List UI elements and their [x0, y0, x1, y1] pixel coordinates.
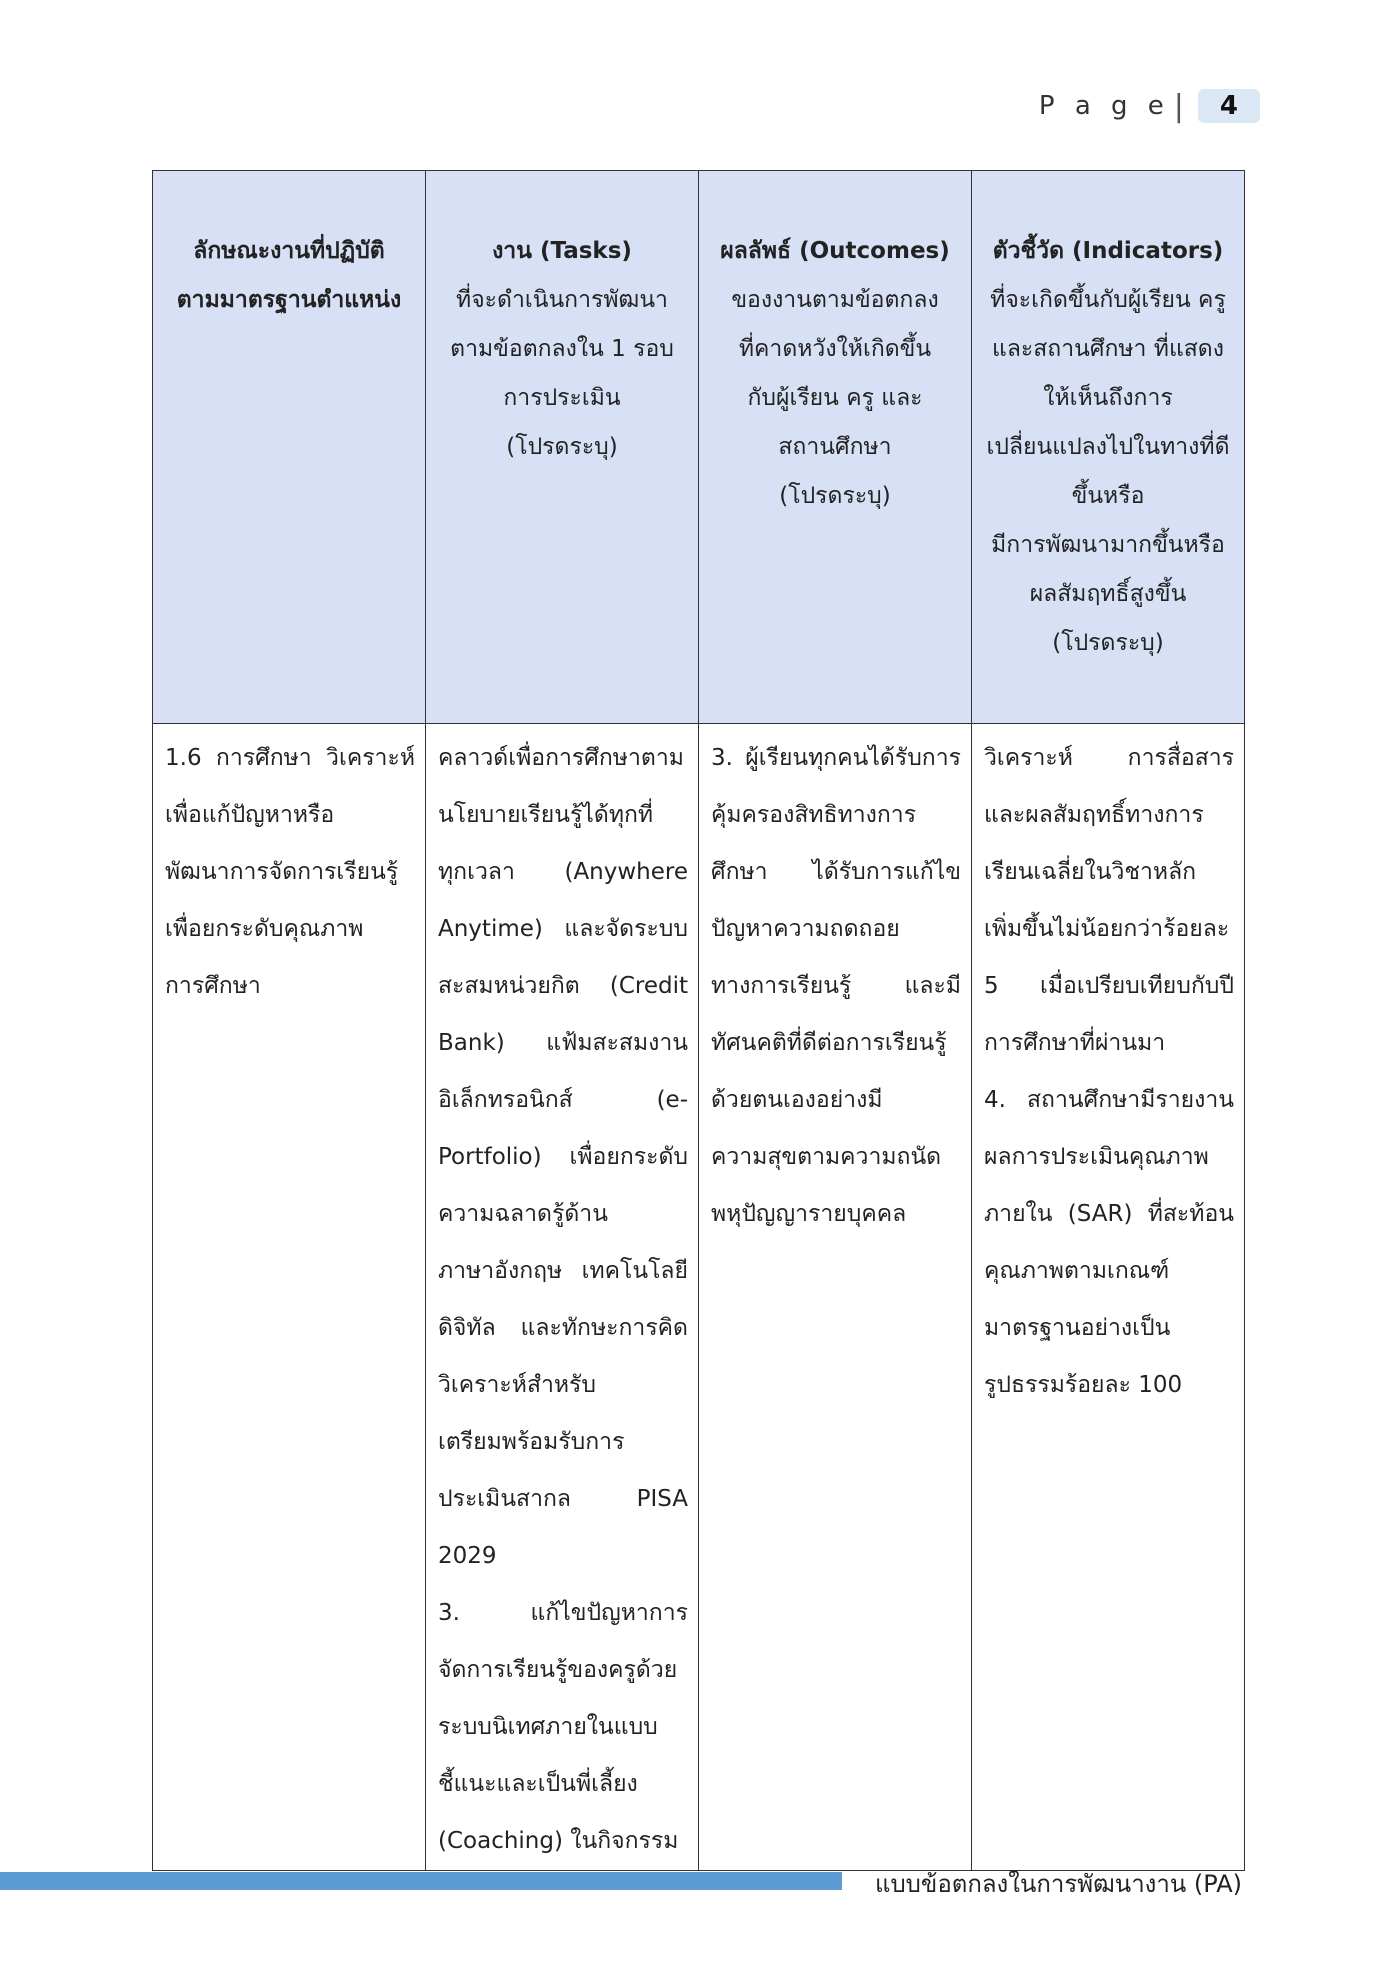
cell-line: ประเมินสากล PISA [438, 1486, 688, 1512]
cell-line: การศึกษา [165, 973, 261, 999]
cell-line: ความฉลาดรู้ด้าน [438, 1201, 608, 1227]
page-separator: | [1173, 88, 1184, 124]
cell-line: Portfolio) เพื่อยกระดับ [438, 1144, 688, 1170]
cell-line: เรียนเฉลี่ยในวิชาหลัก [984, 859, 1197, 885]
cell-line: มาตรฐานอย่างเป็น [984, 1315, 1171, 1341]
cell-line: Anytime) และจัดระบบ [438, 916, 688, 942]
header-line: ให้เห็นถึงการ [1043, 385, 1173, 411]
header-line: เปลี่ยนแปลงไปในทางที่ดี [986, 434, 1230, 460]
cell-line: คลาวด์เพื่อการศึกษาตาม [438, 745, 684, 771]
header-line: มีการพัฒนามากขึ้นหรือ [991, 532, 1225, 558]
cell-line: 5 เมื่อเปรียบเทียบกับปี [984, 973, 1234, 999]
cell-line: 3. ผู้เรียนทุกคนได้รับการ [711, 745, 961, 771]
cell-line: สะสมหน่วยกิต (Credit [438, 973, 688, 999]
header-title: ตัวชี้วัด (Indicators) [992, 238, 1224, 264]
header-col-indicators [972, 171, 1245, 724]
header-col-job-standard [153, 171, 426, 724]
cell-line: ด้วยตนเองอย่างมี [711, 1087, 883, 1113]
header-line: ผลสัมฤทธิ์สูงขึ้น [1029, 581, 1187, 607]
cell-line: 1.6 การศึกษา วิเคราะห์ [165, 745, 415, 771]
cell-line: อิเล็กทรอนิกส์ (e- [438, 1087, 688, 1113]
header-col-tasks [426, 171, 699, 724]
cell-line: นโยบายเรียนรู้ได้ทุกที่ [438, 802, 654, 828]
header-line: ที่คาดหวังให้เกิดขึ้น [738, 336, 932, 362]
table-row [153, 724, 1245, 1871]
cell-line: ศึกษา ได้รับการแก้ไข [711, 859, 961, 885]
cell-line: ภายใน (SAR) ที่สะท้อน [984, 1201, 1234, 1227]
cell-line: พหุปัญญารายบุคคล [711, 1201, 907, 1227]
cell-line: วิเคราะห์ การสื่อสาร [984, 745, 1234, 771]
cell-line: เตรียมพร้อมรับการ [438, 1429, 625, 1455]
cell-line: คุ้มครองสิทธิทางการ [711, 802, 917, 828]
pa-agreement-table [152, 170, 1245, 1871]
cell-line: 4. สถานศึกษามีรายงาน [984, 1087, 1234, 1113]
cell-line: การศึกษาที่ผ่านมา [984, 1030, 1166, 1056]
cell-line: คุณภาพตามเกณฑ์ [984, 1258, 1170, 1284]
cell-line: ปัญหาความถดถอย [711, 916, 900, 942]
header-title: ลักษณะงานที่ปฏิบัติ [193, 238, 385, 264]
cell-line: ชี้แนะและเป็นพี่เลี้ยง [438, 1771, 638, 1797]
cell-line: ทัศนคติที่ดีต่อการเรียนรู้ [711, 1030, 947, 1056]
header-line: (โปรดระบุ) [1052, 630, 1164, 656]
page-label: P a g e [1038, 91, 1170, 121]
header-line: ที่จะเกิดขึ้นกับผู้เรียน ครู [990, 287, 1226, 313]
header-col-outcomes [699, 171, 972, 724]
cell-line: ดิจิทัล และทักษะการคิด [438, 1315, 688, 1341]
page-number-badge: 4 [1198, 89, 1260, 123]
cell-line: รูปธรรมร้อยละ 100 [984, 1372, 1183, 1398]
cell-line: ผลการประเมินคุณภาพ [984, 1144, 1209, 1170]
page-header [1039, 86, 1260, 126]
footer-accent-bar [0, 1872, 842, 1890]
cell-job-standard [153, 724, 426, 1871]
header-line: (โปรดระบุ) [779, 483, 891, 509]
footer-title: แบบข้อตกลงในการพัฒนางาน (PA) [874, 1870, 1242, 1898]
cell-line: เพื่อแก้ปัญหาหรือ [165, 802, 335, 828]
cell-line: ระบบนิเทศภายในแบบ [438, 1714, 658, 1740]
cell-line: เพิ่มขึ้นไม่น้อยกว่าร้อยละ [984, 916, 1230, 942]
cell-line: (Coaching) ในกิจกรรม [438, 1828, 679, 1854]
cell-line: Bank) แฟ้มสะสมงาน [438, 1030, 688, 1056]
table-header-row [153, 171, 1245, 724]
header-title: ผลลัพธ์ (Outcomes) [720, 238, 950, 264]
header-line: ที่จะดำเนินการพัฒนา [456, 287, 668, 313]
header-line: ขึ้นหรือ [1071, 483, 1145, 509]
cell-line: พัฒนาการจัดการเรียนรู้ [165, 859, 399, 885]
header-line: การประเมิน [503, 385, 621, 411]
header-title: งาน (Tasks) [492, 238, 632, 264]
header-line: ตามมาตรฐานตำแหน่ง [176, 287, 402, 313]
cell-line: และผลสัมฤทธิ์ทางการ [984, 802, 1204, 828]
cell-line: 2029 [438, 1543, 497, 1569]
cell-line: ทางการเรียนรู้ และมี [711, 973, 961, 999]
cell-indicators [972, 724, 1245, 1871]
header-line: และสถานศึกษา ที่แสดง [992, 336, 1224, 362]
header-line: ตามข้อตกลงใน 1 รอบ [450, 336, 674, 362]
cell-line: เพื่อยกระดับคุณภาพ [165, 916, 364, 942]
cell-line: จัดการเรียนรู้ของครูด้วย [438, 1657, 678, 1683]
cell-tasks [426, 724, 699, 1871]
cell-line: ความสุขตามความถนัด [711, 1144, 942, 1170]
header-line: สถานศึกษา [778, 434, 892, 460]
cell-line: ทุกเวลา (Anywhere [438, 859, 688, 885]
header-line: (โปรดระบุ) [506, 434, 618, 460]
cell-line: ภาษาอังกฤษ เทคโนโลยี [438, 1258, 688, 1284]
header-line: ของงานตามข้อตกลง [731, 287, 939, 313]
cell-line: วิเคราะห์สำหรับ [438, 1372, 597, 1398]
header-line: กับผู้เรียน ครู และ [747, 385, 923, 411]
cell-outcomes [699, 724, 972, 1871]
cell-line: 3. แก้ไขปัญหาการ [438, 1600, 688, 1626]
